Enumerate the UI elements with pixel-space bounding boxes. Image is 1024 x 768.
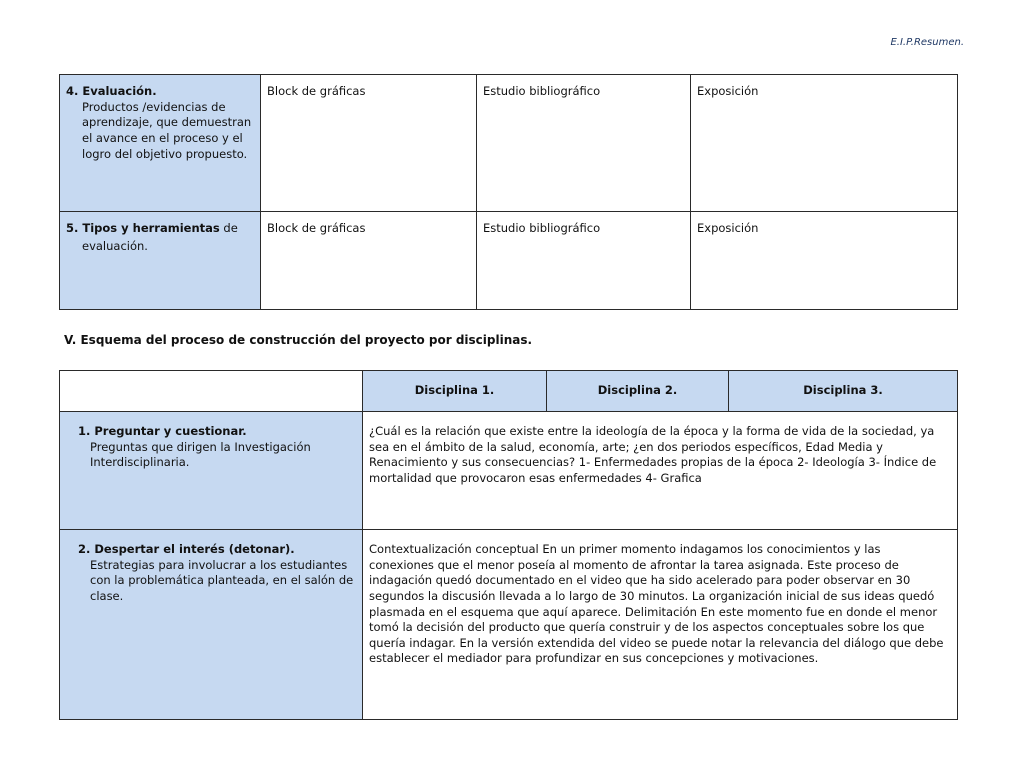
table-row bbox=[60, 412, 958, 530]
table-cell: Block de gráficas bbox=[261, 212, 477, 310]
table-cell: Exposición bbox=[691, 75, 958, 212]
row-label-preguntar bbox=[60, 412, 363, 530]
row-label-body: Productos /evidencias de aprendizaje, que demuestran el avance en el proceso y el logro del objetivo propuesto. bbox=[82, 99, 252, 161]
table-cell: Estudio bibliográfico bbox=[477, 212, 691, 310]
row-label-title: 1. Preguntar y cuestionar. bbox=[78, 424, 247, 438]
row-label-title: 4. Evaluación. bbox=[66, 84, 157, 98]
table-cell: Estudio bibliográfico bbox=[477, 75, 691, 212]
row-label-title: 2. Despertar el interés (detonar). bbox=[78, 542, 295, 556]
row-label-despertar bbox=[60, 530, 363, 720]
row-content-despertar: Contextualización conceptual En un primer momento indagamos los conocimientos y las conexiones que el menor poseía al momento de afrontar la tarea asignada. Este proceso de indagación quedó documentado en el video que ha sido acelerado para poder observar en 30 segundos la discusión llevada a lo largo de 30 minutos. La organización inicial de sus ideas quedó plasmada en el esquema que aquí aparece. Delimitación En este momento fue en donde el menor tomó la decisión del producto que quería construir y de los aspectos conceptuales sobre los que quería indagar. En la versión extendida del video se puede notar la relevancia del diálogo que debe establecer el mediador para profundizar en sus concepciones y motivaciones. bbox=[363, 530, 958, 720]
row-content-preguntar: ¿Cuál es la relación que existe entre la ideología de la época y la forma de vida de la sociedad, ya sea en el ámbito de la salud, economía, arte; ¿en dos periodos específicos, Edad Media y Renacimiento y sus consecuencias? 1- Enfermedades propias de la época 2- Ideología 3- Índice de mortalidad que provocaron esas enfermedades 4- Grafica bbox=[363, 412, 958, 530]
section-title: V. Esquema del proceso de construcción del proyecto por disciplinas. bbox=[64, 333, 533, 347]
table-row bbox=[60, 75, 958, 212]
header-disciplina-3: Disciplina 3. bbox=[729, 371, 958, 412]
header-disciplina-2: Disciplina 2. bbox=[547, 371, 729, 412]
row-label-evaluacion bbox=[60, 75, 261, 212]
row-label-body: Estrategias para involucrar a los estudiantes con la problemática planteada, en el salón de clase. bbox=[90, 557, 354, 603]
table-cell: Exposición bbox=[691, 212, 958, 310]
row-label-title: 5. Tipos y herramientas bbox=[66, 221, 220, 235]
header-empty bbox=[60, 371, 363, 412]
document-header-note: E.I.P.Resumen. bbox=[890, 37, 964, 48]
table-header-row bbox=[60, 371, 958, 412]
table-row bbox=[60, 212, 958, 310]
discipline-table bbox=[59, 370, 958, 720]
row-label-body: Preguntas que dirigen la Investigación Interdisciplinaria. bbox=[90, 439, 311, 470]
header-disciplina-1: Disciplina 1. bbox=[363, 371, 547, 412]
row-label-body: evaluación. bbox=[82, 238, 148, 253]
table-cell: Block de gráficas bbox=[261, 75, 477, 212]
evaluation-table bbox=[59, 74, 958, 310]
row-label-tipos-herramientas bbox=[60, 212, 261, 310]
table-row bbox=[60, 530, 958, 720]
row-label-title-suffix: de bbox=[219, 221, 238, 235]
